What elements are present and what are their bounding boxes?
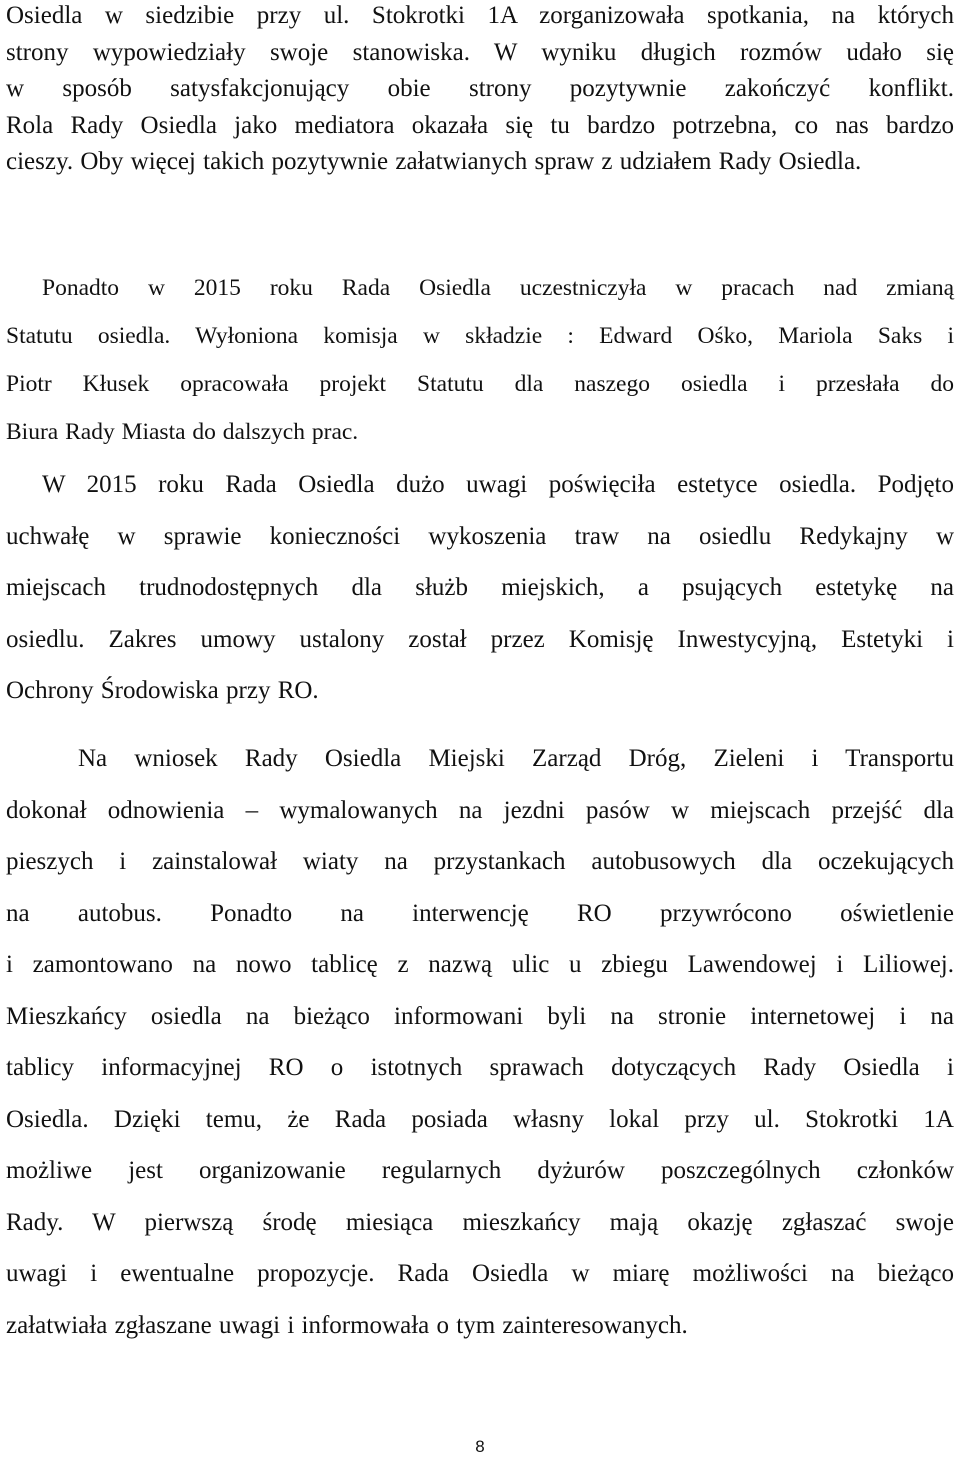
text-line: na autobus. Ponadto na interwencję RO przywrócono oświetlenie xyxy=(6,899,954,927)
page-number: 8 xyxy=(475,1437,485,1456)
paragraph-statute xyxy=(6,264,954,456)
text-line: strony wypowiedziały swoje stanowiska. W wyniku długich rozmów udało się xyxy=(6,38,954,66)
text-line: załatwiała zgłaszane uwagi i informowała o tym zainteresowanych. xyxy=(6,1311,688,1339)
text-line: Osiedla w siedzibie przy ul. Stokrotki 1A zorganizowała spotkania, na których xyxy=(6,2,954,29)
paragraph-mediation xyxy=(6,0,954,181)
text-line: osiedlu. Zakres umowy ustalony został przez Komisję Inwestycyjną, Estetyki i xyxy=(6,625,954,653)
text-line: miejscach trudnodostępnych dla służb miejskich, a psujących estetykę na xyxy=(6,574,954,601)
text-line: Piotr Kłusek opracowała projekt Statutu dla naszego osiedla i przesłała do xyxy=(6,371,954,397)
text-line: Mieszkańcy osiedla na bieżąco informowani byli na stronie internetowej i na xyxy=(6,1002,954,1030)
paragraph-aesthetics xyxy=(6,459,954,717)
text-line-first xyxy=(6,264,954,312)
text-line: Statutu osiedla. Wyłoniona komisja w składzie : Edward Ośko, Mariola Saks i xyxy=(6,323,954,349)
text-line-content: Na wniosek Rady Osiedla Miejski Zarząd Dróg, Zieleni i Transportu xyxy=(78,745,954,772)
text-line: Biura Rady Miasta do dalszych prac. xyxy=(6,419,359,445)
text-line: cieszy. Oby więcej takich pozytywnie załatwianych spraw z udziałem Rady Osiedla. xyxy=(6,148,862,175)
text-line-first xyxy=(6,459,954,511)
text-line: możliwe jest organizowanie regularnych dyżurów poszczególnych członków xyxy=(6,1157,954,1184)
text-line: Osiedla. Dzięki temu, że Rada posiada własny lokal przy ul. Stokrotki 1A xyxy=(6,1105,954,1133)
text-line: Ochrony Środowiska przy RO. xyxy=(6,677,319,704)
text-line-first xyxy=(6,733,954,785)
text-line-content: Ponadto w 2015 roku Rada Osiedla uczestniczyła w pracach nad zmianą xyxy=(42,275,954,301)
text-line: Rola Rady Osiedla jako mediatora okazała się tu bardzo potrzebna, co nas bardzo xyxy=(6,111,954,139)
text-line: uwagi i ewentualne propozycje. Rada Osiedla w miarę możliwości na bieżąco xyxy=(6,1260,954,1287)
paragraph-roads-and-duties xyxy=(6,733,954,1351)
text-line: w sposób satysfakcjonujący obie strony pozytywnie zakończyć konflikt. xyxy=(6,75,954,102)
text-line: tablicy informacyjnej RO o istotnych sprawach dotyczących Rady Osiedla i xyxy=(6,1054,954,1081)
text-line: i zamontowano na nowo tablicę z nazwą ulic u zbiegu Lawendowej i Liliowej. xyxy=(6,951,954,978)
text-line: dokonał odnowienia – wymalowanych na jezdni pasów w miejscach przejść dla xyxy=(6,796,954,824)
text-line: pieszych i zainstalował wiaty na przystankach autobusowych dla oczekujących xyxy=(6,848,954,875)
text-line-content: W 2015 roku Rada Osiedla dużo uwagi poświęciła estetyce osiedla. Podjęto xyxy=(42,471,954,498)
text-line: Rady. W pierwszą środę miesiąca mieszkańcy mają okazję zgłaszać swoje xyxy=(6,1208,954,1236)
text-line: uchwałę w sprawie konieczności wykoszenia traw na osiedlu Redykajny w xyxy=(6,522,954,550)
